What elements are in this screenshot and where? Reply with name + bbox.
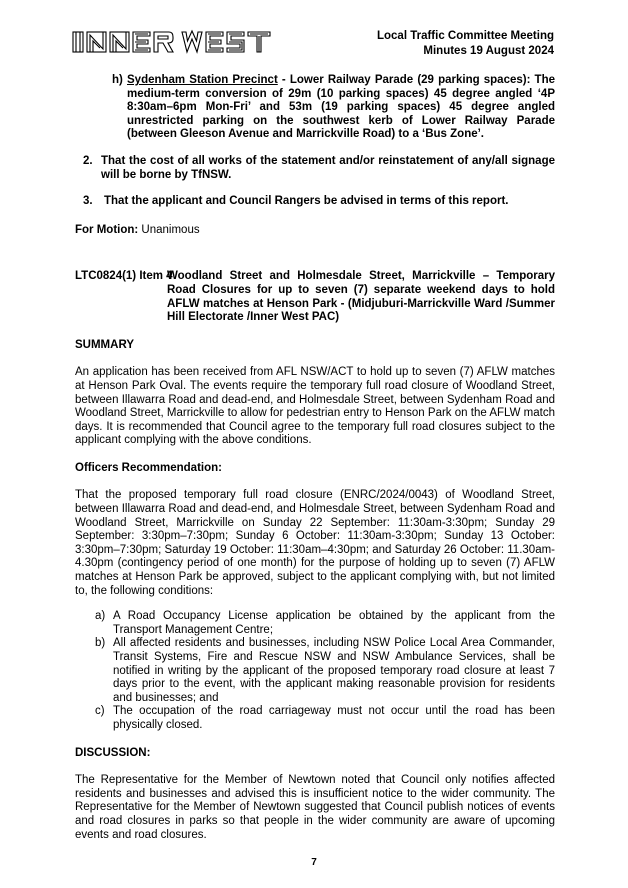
page-number: 7 — [311, 857, 317, 868]
summary-text: An application has been received from AFL NSW/ACT to hold up to seven (7) AFLW matches at Henson Park Oval. The events require the temporary full road closure of Woodland Street, between Illawarra Road and dead-end, and Holmesdale Street, between Sydenham Road and Woodland Street, Marrickville to allow for pedestrian entry to Henson Park on the AFLW match days. It is recommended that Council agree to the temporary full road closures subject to the applicant complying with the above conditions. — [75, 366, 555, 447]
logo-text: INNER WEST — [72, 29, 79, 30]
recommendation-text: That the proposed temporary full road closure (ENRC/2024/0043) of Woodland Street, between Illawarra Road and dead-end, and Holmesdale Street, between Sydenham Road and Woodland Street, Marrickville on Sunday 22 September: 11:30am-3:30pm; Sunday 29 September: 3:30pm–7:30pm; Sunday 6 October: 11:30am-3:30pm; Sunday 13 October: 3:30pm–7:30pm; Saturday 19 October: 11:30am–4:30pm; and Saturday 26 October: 11.30am-4.30pm (contingency period of one month) for the purpose of holding up to seven (7) AFLW matches at Henson Park be approved, subject to the applicant complying with, but not limited to, the following conditions: — [75, 489, 555, 597]
condition-text: All affected residents and businesses, including NSW Police Local Area Commander, Transit Systems, Fire and Rescue NSW and NSW Ambulance Services, shall be notified in writing by the applicant of the proposed temporary road closure at least 7 days prior to the event, with the applicant making reasonable provision for residents and businesses; and — [113, 637, 555, 704]
item-label: h) — [112, 74, 123, 86]
discussion-text: The Representative for the Member of Newtown noted that Council only notifies affected residents and businesses and advised this is insufficient notice to the wider community. The Representative for the Member of Newtown suggested that Council publish notices of events and road closures in parks so that people in the wider community are aware of upcoming events and road closures. — [75, 774, 555, 841]
condition-label: b) — [95, 637, 106, 650]
condition-text: A Road Occupancy License application be obtained by the applicant from the Transport Management Centre; — [113, 610, 555, 636]
point-text: That the cost of all works of the statement and/or reinstatement of any/all signage will be borne by TfNSW. — [101, 154, 555, 181]
agenda-item-4 — [75, 270, 555, 324]
discussion-heading: DISCUSSION: — [75, 746, 151, 759]
resolution-point-2 — [75, 155, 555, 182]
inner-west-logo — [72, 29, 272, 55]
condition-item — [93, 610, 555, 637]
summary-heading: SUMMARY — [75, 338, 134, 351]
point-text: That the applicant and Council Rangers be advised in terms of this report. — [104, 195, 509, 208]
document-body — [75, 74, 555, 842]
resolution-point-3 — [75, 195, 555, 209]
item-title: Woodland Street and Holmesdale Street, Marrickville – Temporary Road Closures for up to seven (7) separate weekend days to hold AFLW matches at Henson Park - (Midjuburi-Marrickville Ward /Summer Hill Electorate /Inner West PAC) — [167, 270, 555, 324]
recommendation-heading: Officers Recommendation: — [75, 461, 222, 474]
point-number: 3. — [83, 195, 93, 208]
motion-label: For Motion: — [75, 223, 139, 236]
page-header — [377, 29, 554, 59]
motion-result — [75, 224, 555, 238]
condition-item — [93, 637, 555, 705]
minutes-date: Minutes 19 August 2024 — [423, 45, 554, 57]
condition-label: c) — [95, 705, 105, 718]
conditions-list — [75, 610, 555, 732]
motion-value: Unanimous — [138, 223, 200, 236]
item-text: - Lower Railway Parade (29 parking spaces): The medium-term conversion of 29m (10 parking spaces) 45 degree angled ‘4P 8:30am–6pm Mon-Fri’ and 53m (19 parking spaces) 45 degree angled unrestricted parking on the southwest kerb of Lower Railway Parade (between Gleeson Avenue and Marrickville Road) to a ‘Bus Zone’. — [127, 74, 555, 141]
condition-item — [93, 705, 555, 732]
condition-text: The occupation of the road carriageway must not occur until the road has been physically closed. — [113, 705, 555, 731]
point-number: 2. — [83, 154, 93, 167]
item-code: LTC0824(1) Item 4 — [75, 270, 173, 283]
item-location: Sydenham Station Precinct — [127, 74, 278, 86]
meeting-title: Local Traffic Committee Meeting — [376, 30, 554, 42]
resolution-item-h — [75, 74, 555, 142]
condition-label: a) — [95, 610, 106, 623]
